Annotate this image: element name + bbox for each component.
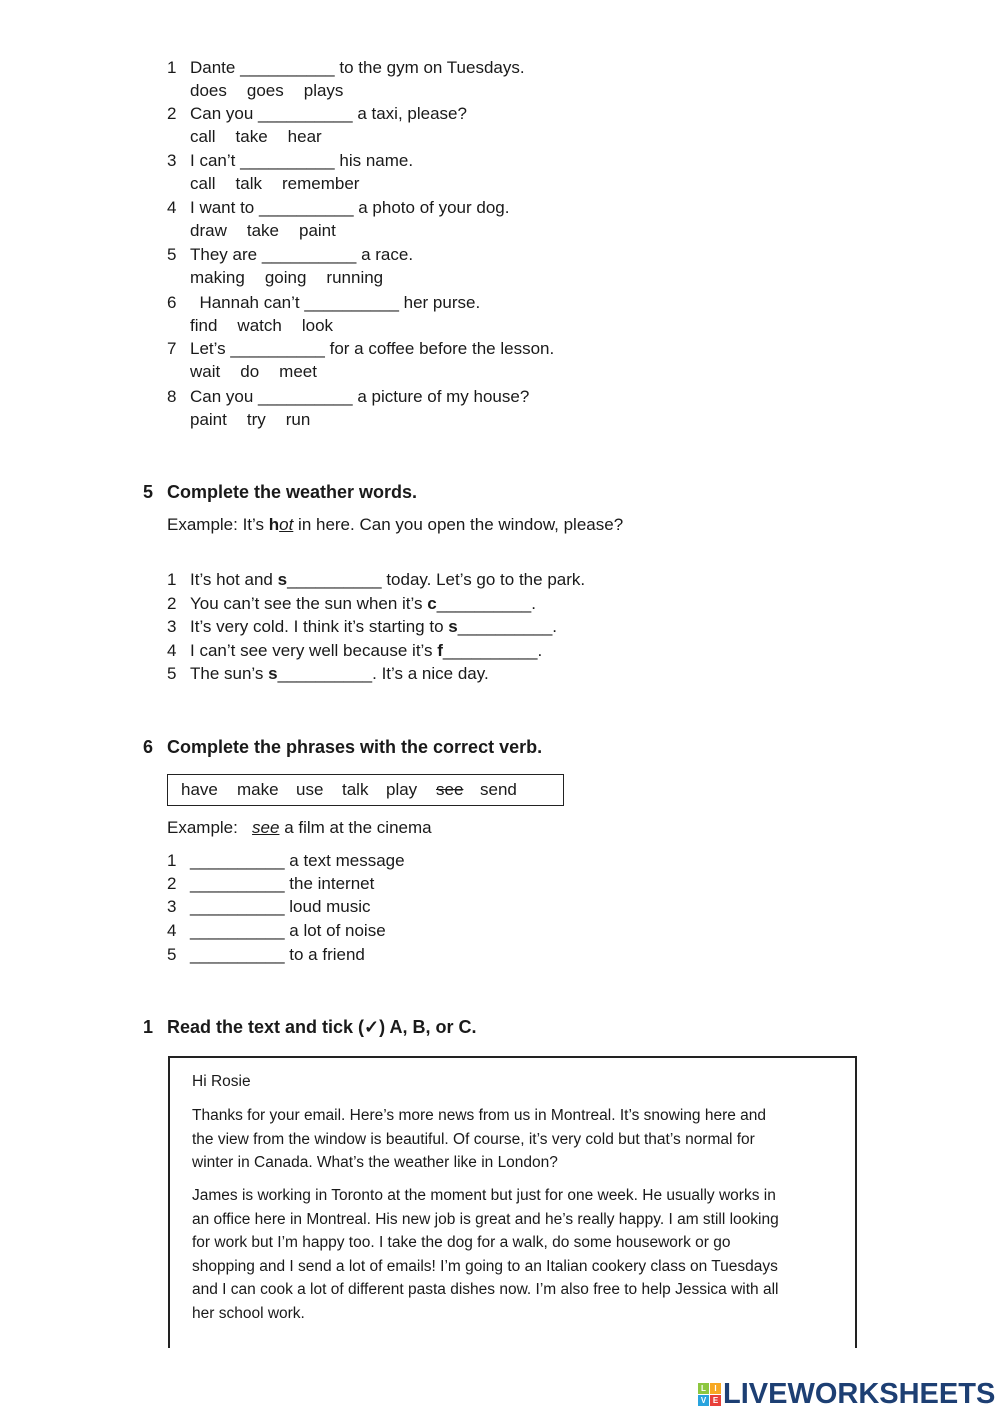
answer-blank: __________ [258,387,353,406]
sentence [190,58,525,78]
answer-blank: __________ [190,874,285,893]
example-text: in here. Can you open the window, please? [293,515,624,534]
section-5-number: 5 [143,482,154,502]
item-number: 5 [167,664,177,683]
email-line: the view from the window is beautiful. Of course, it’s very cold but that’s normal for [192,1131,755,1148]
sentence-text: The sun’s [190,664,269,683]
option-word: watch [237,316,282,335]
answer-blank: __________ [240,151,335,170]
sentence [190,387,529,407]
sentence-text: a taxi, please? [352,104,467,123]
item-number: 2 [167,104,177,123]
email-line: her school work. [192,1305,305,1322]
option-word: paint [190,410,227,429]
sentence-text: . [552,617,558,636]
first-letter: s [448,617,458,636]
option-word: talk [235,174,262,193]
item-number: 5 [167,245,177,264]
answer-blank: __________ [457,617,553,636]
item-number: 4 [167,198,177,217]
phrase-text: a text message [284,851,405,870]
options [190,221,356,241]
option-word: making [190,268,245,287]
item-number: 8 [167,387,177,406]
example-letter: h [268,515,280,534]
option-word: plays [303,81,344,100]
email-line: and I can cook a lot of different pasta dishes now. I’m also free to help Jessica with all [192,1281,779,1298]
sentence-text: . It’s a nice day. [372,664,489,683]
phrase-text: the internet [284,874,375,893]
sentence [190,245,413,265]
sentence [190,339,554,359]
option-word: take [235,127,268,146]
option-word: do [240,362,260,381]
sentence-text: It’s very cold. I think it’s starting to [190,617,449,636]
sentence-text: Let’s [190,339,231,358]
example-answer: see [252,818,280,837]
sentence-text: a picture of my house? [352,387,530,406]
option-word: does [190,81,227,100]
option-word: hear [287,127,322,146]
word-option: send [480,780,517,799]
sentence [190,151,413,171]
section-6-example [167,818,432,838]
answer-blank: __________ [240,58,335,77]
answer-blank: __________ [261,245,357,264]
phrase [190,897,371,917]
answer-blank: __________ [436,594,532,613]
word-option: talk [342,780,369,799]
item-number: 4 [167,921,177,940]
answer-blank: __________ [258,198,354,217]
reading-number: 1 [143,1017,154,1037]
option-word: remember [281,174,360,193]
word-option: see [436,780,464,799]
options [190,127,342,147]
sentence [190,664,489,684]
sentence [190,617,557,637]
option-word: take [246,221,279,240]
section-5-title: Complete the weather words. [167,482,418,502]
option-word: call [190,127,216,146]
section-6-number: 6 [143,737,154,757]
answer-blank: __________ [304,293,399,312]
phrase-text: to a friend [284,945,365,964]
options [190,410,330,430]
option-word: look [301,316,334,335]
item-number: 6 [167,293,177,312]
option-word: going [264,268,307,287]
option-word: call [190,174,216,193]
item-number: 3 [167,617,177,636]
first-letter: s [277,570,288,589]
sentence-text: It’s hot and [190,570,278,589]
options [190,268,403,288]
sentence-text: I can’t [190,151,241,170]
liveworksheets-logo [698,1378,995,1411]
sentence-text: a race. [356,245,414,264]
first-letter: f [437,641,443,660]
answer-blank: __________ [442,641,538,660]
logo-text: LIVEWORKSHEETS [723,1378,996,1410]
phrase [190,921,386,941]
email-line: James is working in Toronto at the moment but just for one week. He usually works in [192,1187,776,1204]
item-number: 5 [167,945,177,964]
sentence [190,293,480,313]
options [190,81,363,101]
sentence-text: for a coffee before the lesson. [324,339,555,358]
sentence-text: They are [190,245,262,264]
sentence [190,594,536,614]
word-option: make [237,780,279,799]
section-5-example [167,515,623,535]
word-box [167,774,564,806]
email-line: shopping and I send a lot of emails! I’m going to an Italian cookery class on Tuesdays [192,1258,778,1275]
email-line: for work but I’m happy too. I take the dog for a walk, do some housework or go [192,1234,731,1251]
item-number: 1 [167,851,177,870]
item-number: 4 [167,641,177,660]
first-letter: s [268,664,278,683]
option-word: run [285,410,311,429]
item-number: 3 [167,151,177,170]
sentence-text: a photo of your dog. [353,198,510,217]
item-number: 1 [167,58,177,77]
email-line: winter in Canada. What’s the weather like in London? [192,1154,558,1171]
answer-blank: __________ [287,570,382,589]
phrase [190,874,374,894]
word-option: play [386,780,418,799]
answer-blank: __________ [190,921,285,940]
option-word: meet [279,362,317,381]
answer-blank: __________ [190,897,285,916]
word-option: use [296,780,324,799]
sentence-text: Can you [190,104,259,123]
item-number: 7 [167,339,177,358]
item-number: 2 [167,594,177,613]
options [190,316,353,336]
option-word: goes [246,81,284,100]
sentence-text: his name. [334,151,414,170]
answer-blank: __________ [230,339,325,358]
option-word: paint [299,221,336,240]
first-letter: c [427,594,437,613]
email-line: Thanks for your email. Here’s more news from us in Montreal. It’s snowing here and [192,1107,767,1124]
sentence-text: I want to [190,198,259,217]
option-word: running [326,268,384,287]
sentence [190,641,542,661]
option-word: find [190,316,218,335]
sentence-text: . [537,641,543,660]
phrase [190,945,365,965]
sentence-text: Dante [190,58,241,77]
reading-title: Read the text and tick (✓) A, B, or C. [167,1017,477,1037]
example-label: Example: [167,818,238,837]
sentence [190,104,467,124]
options [190,362,337,382]
answer-blank: __________ [277,664,373,683]
example-text: a film at the cinema [279,818,432,837]
item-number: 3 [167,897,177,916]
option-word: draw [190,221,227,240]
sentence [190,570,585,590]
sentence-text: You can’t see the sun when it’s [190,594,428,613]
word-option: have [181,780,218,799]
options [190,174,379,194]
email-greeting: Hi Rosie [192,1073,251,1090]
email-text-box [168,1056,857,1348]
email-line: an office here in Montreal. His new job is great and he’s really happy. I am still looking [192,1211,779,1228]
phrase [190,851,405,871]
sentence-text: . [531,594,536,613]
option-word: wait [190,362,221,381]
answer-blank: __________ [190,851,285,870]
sentence [190,198,509,218]
section-6-title: Complete the phrases with the correct verb. [167,737,543,757]
sentence-text: Hannah can’t [190,293,305,312]
option-word: try [246,410,266,429]
item-number: 1 [167,570,177,589]
answer-blank: __________ [190,945,285,964]
item-number: 2 [167,874,177,893]
example-text: Example: It’s [167,515,269,534]
logo-cube-icon: L I V E [698,1383,721,1406]
example-answer: ot [279,515,294,534]
sentence-text: Can you [190,387,259,406]
phrase-text: loud music [284,897,371,916]
sentence-text: to the gym on Tuesdays. [334,58,525,77]
phrase-text: a lot of noise [284,921,386,940]
sentence-text: I can’t see very well because it’s [190,641,438,660]
answer-blank: __________ [258,104,353,123]
sentence-text: today. Let’s go to the park. [381,570,586,589]
sentence-text: her purse. [398,293,481,312]
